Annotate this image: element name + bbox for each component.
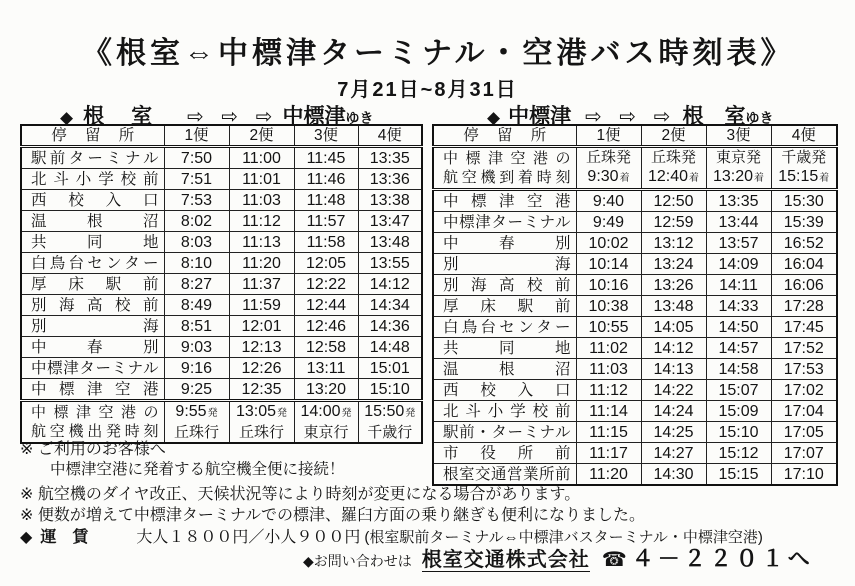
trip-4-time: 13:36: [358, 169, 422, 190]
trip-3-time: 11:58: [294, 232, 358, 253]
flight-cell-trip-2: [641, 147, 706, 190]
stop-name: 別 海: [433, 254, 576, 275]
timetable-row: [21, 379, 422, 401]
trip-2-time: 11:12: [229, 211, 294, 232]
stop-name: 西 校 入 口: [433, 380, 576, 401]
stop-name: 中 標 津 空 港: [21, 379, 164, 401]
trip-3-time: 14:33: [706, 296, 771, 317]
trip-2-time: 13:24: [641, 254, 706, 275]
column-header-trip-1: 1便: [576, 125, 641, 147]
flight-time-mark: 着: [819, 173, 830, 184]
trip-1-time: 8:03: [164, 232, 229, 253]
flight-time-mark: 発: [341, 408, 352, 419]
trip-2-time: 12:01: [229, 316, 294, 337]
trip-4-time: 15:30: [771, 190, 837, 212]
flight-time: 15:50: [364, 403, 405, 420]
trip-1-time: 11:15: [576, 422, 641, 443]
flight-time: 9:55: [175, 403, 207, 420]
flight-time-line: [359, 402, 422, 423]
service-period: 7月21日~8月31日: [337, 79, 518, 101]
trip-2-time: 14:27: [641, 443, 706, 464]
company-name: 根室交通株式会社: [421, 549, 590, 571]
stop-name: 駅前・ターミナル: [433, 422, 576, 443]
timetable-row: [21, 316, 422, 337]
trip-3-time: 11:45: [294, 147, 358, 169]
trip-2-time: 12:13: [229, 337, 294, 358]
timetable-row: [21, 337, 422, 358]
timetable-row: [433, 296, 837, 317]
trip-3-time: 12:58: [294, 337, 358, 358]
timetable-row: [433, 443, 837, 464]
stop-name: 別 海 高 校 前: [433, 275, 576, 296]
flight-time-line: [295, 402, 358, 423]
trip-1-time: 11:12: [576, 380, 641, 401]
column-header-trip-4: 4便: [771, 125, 837, 147]
stop-name: 駅前ターミナル: [21, 147, 164, 169]
stop-name: 西 校 入 口: [21, 190, 164, 211]
flight-arrival-row: [433, 147, 837, 190]
flight-cell-trip-4: [358, 401, 422, 444]
note-schedule-change: ※ 航空機のダイヤ改正、天候状況等により時刻が変更になる場合があります。: [20, 486, 581, 503]
stop-name: 北斗小学校前: [21, 169, 164, 190]
trip-1-time: 10:02: [576, 233, 641, 254]
note-transfer: ※ 便数が増えて中標津ターミナルでの標津、羅臼方面の乗り継ぎも便利になりました。: [20, 507, 646, 524]
trip-1-time: 11:02: [576, 338, 641, 359]
trip-4-time: 14:36: [358, 316, 422, 337]
flight-route: 丘珠発: [650, 149, 696, 166]
flight-time-mark: 発: [277, 408, 288, 419]
stop-name: 厚 床 駅 前: [21, 274, 164, 295]
trip-4-time: 13:38: [358, 190, 422, 211]
note-flight-connection: 中標津空港に発着する航空機全便に接続！: [50, 461, 345, 478]
direction-arrows: ⇨ ⇨ ⇨: [187, 106, 273, 128]
timetable-row: [21, 211, 422, 232]
stop-name: 中 春 別: [433, 233, 576, 254]
column-header-trip-3: 3便: [706, 125, 771, 147]
trip-2-time: 12:35: [229, 379, 294, 401]
flight-route: 丘珠発: [585, 149, 631, 166]
stop-name: 共 同 地: [21, 232, 164, 253]
trip-4-time: 14:48: [358, 337, 422, 358]
fare-marker: ◆: [20, 529, 33, 546]
timetable-title: 《根室⇔中標津ターミナル・空港バス時刻表》: [82, 37, 795, 70]
fare-line: [20, 528, 763, 548]
column-header-row: [21, 125, 422, 147]
stop-name: 共 同 地: [433, 338, 576, 359]
trip-4-time: 17:07: [771, 443, 837, 464]
flight-time-line: [165, 402, 229, 423]
trip-1-time: 8:49: [164, 295, 229, 316]
timetable-row: [21, 232, 422, 253]
direction-origin: 中標津: [508, 105, 572, 128]
trip-2-time: 11:01: [229, 169, 294, 190]
stop-name: 根室交通営業所前: [433, 464, 576, 486]
trip-2-time: 14:24: [641, 401, 706, 422]
trip-4-time: 17:28: [771, 296, 837, 317]
trip-3-time: 15:15: [706, 464, 771, 486]
column-header-trip-3: 3便: [294, 125, 358, 147]
stop-name: 白鳥台センター: [433, 317, 576, 338]
trip-4-time: 16:06: [771, 275, 837, 296]
trip-2-time: 11:03: [229, 190, 294, 211]
flight-time: 13:20: [712, 168, 754, 185]
trip-3-time: 12:05: [294, 253, 358, 274]
column-header-row: [433, 125, 837, 147]
trip-1-time: 8:51: [164, 316, 229, 337]
trip-2-time: 14:30: [641, 464, 706, 486]
trip-3-time: 14:09: [706, 254, 771, 275]
flight-label-line: 航空機到着時刻: [443, 169, 571, 186]
trip-3-time: 13:35: [706, 190, 771, 212]
stop-name: 中 春 別: [21, 337, 164, 358]
trip-2-time: 14:13: [641, 359, 706, 380]
trip-1-time: 8:27: [164, 274, 229, 295]
flight-time-line: [577, 167, 641, 188]
trip-3-time: 15:09: [706, 401, 771, 422]
flight-cell-trip-2: [229, 401, 294, 444]
trip-3-time: 13:44: [706, 212, 771, 233]
stop-name: 白鳥台センター: [21, 253, 164, 274]
flight-cell-trip-4: [771, 147, 837, 190]
trip-1-time: 11:14: [576, 401, 641, 422]
inbound-direction-heading: [487, 100, 773, 126]
trip-4-time: 13:48: [358, 232, 422, 253]
timetable-row: [433, 401, 837, 422]
trip-4-time: 15:39: [771, 212, 837, 233]
trip-3-time: 13:57: [706, 233, 771, 254]
contact-line: [303, 546, 814, 574]
stop-name: 北斗小学校前: [433, 401, 576, 422]
trip-4-time: 17:10: [771, 464, 837, 486]
trip-2-time: 11:37: [229, 274, 294, 295]
flight-time-line: [707, 167, 771, 188]
stop-name: 別 海: [21, 316, 164, 337]
flight-route: 丘珠行: [173, 424, 219, 441]
timetable-row: [433, 380, 837, 401]
trip-3-time: 15:07: [706, 380, 771, 401]
trip-3-time: 13:20: [294, 379, 358, 401]
flight-cell-trip-1: [576, 147, 641, 190]
trip-3-time: 12:44: [294, 295, 358, 316]
trip-2-time: 11:20: [229, 253, 294, 274]
phone-number: ４－２２０１へ: [631, 546, 814, 571]
trip-3-time: 14:58: [706, 359, 771, 380]
stop-name: 温 根 沼: [21, 211, 164, 232]
flight-time: 9:30: [587, 168, 619, 185]
trip-4-time: 15:10: [358, 379, 422, 401]
trip-4-time: 17:45: [771, 317, 837, 338]
timetable-row: [21, 147, 422, 169]
trip-1-time: 7:53: [164, 190, 229, 211]
direction-destination: 根 室: [682, 105, 746, 128]
trip-4-time: 17:04: [771, 401, 837, 422]
fare-amount: 大人１８００円／小人９００円: [136, 529, 361, 546]
flight-cell-trip-3: [706, 147, 771, 190]
trip-3-time: 12:22: [294, 274, 358, 295]
trip-4-time: 17:05: [771, 422, 837, 443]
trip-1-time: 11:20: [576, 464, 641, 486]
flight-label-line: 航空機出発時刻: [31, 423, 159, 440]
flight-time-mark: 発: [207, 408, 218, 419]
trip-3-time: 11:46: [294, 169, 358, 190]
column-header-stop: 停 留 所: [433, 125, 576, 147]
trip-2-time: 14:22: [641, 380, 706, 401]
flight-row-label: [433, 147, 576, 190]
trip-1-time: 10:55: [576, 317, 641, 338]
flight-time-line: [230, 402, 294, 423]
flight-time-line: [642, 167, 706, 188]
column-header-stop: 停 留 所: [21, 125, 164, 147]
flight-time-line: [772, 167, 837, 188]
trip-1-time: 9:40: [576, 190, 641, 212]
timetable-row: [433, 212, 837, 233]
stop-name: 温 根 沼: [433, 359, 576, 380]
trip-1-time: 8:10: [164, 253, 229, 274]
direction-suffix: ゆき: [745, 110, 774, 126]
outbound-direction-heading: [60, 100, 373, 126]
telephone-icon: ☎: [601, 549, 627, 571]
stop-name: 中 標 津 空 港: [433, 190, 576, 212]
trip-2-time: 14:25: [641, 422, 706, 443]
trip-2-time: 12:26: [229, 358, 294, 379]
trip-2-time: 13:12: [641, 233, 706, 254]
flight-time: 14:00: [300, 403, 341, 420]
trip-2-time: 13:26: [641, 275, 706, 296]
flight-cell-trip-1: [164, 401, 229, 444]
trip-1-time: 10:16: [576, 275, 641, 296]
trip-2-time: 11:59: [229, 295, 294, 316]
flight-route: 丘珠行: [238, 424, 284, 441]
flight-cell-trip-3: [294, 401, 358, 444]
trip-4-time: 16:52: [771, 233, 837, 254]
contact-lead: ◆お問い合わせは: [303, 553, 412, 569]
trip-3-time: 11:48: [294, 190, 358, 211]
trip-3-time: 14:57: [706, 338, 771, 359]
trip-3-time: 14:11: [706, 275, 771, 296]
trip-2-time: 12:50: [641, 190, 706, 212]
flight-time: 15:15: [778, 168, 819, 185]
timetable-row: [433, 338, 837, 359]
trip-3-time: 11:57: [294, 211, 358, 232]
column-header-trip-1: 1便: [164, 125, 229, 147]
flight-route: 千歳行: [367, 424, 413, 441]
timetable-row: [21, 190, 422, 211]
inbound-timetable: [432, 124, 838, 486]
flight-label-line: 中標津空港の: [31, 404, 159, 421]
column-header-trip-2: 2便: [229, 125, 294, 147]
trip-4-time: 14:34: [358, 295, 422, 316]
flight-route: 千歳発: [781, 149, 827, 166]
trip-2-time: 14:05: [641, 317, 706, 338]
fare-label: 運 賃: [40, 529, 89, 546]
timetable-row: [21, 274, 422, 295]
trip-4-time: 14:12: [358, 274, 422, 295]
trip-4-time: 17:52: [771, 338, 837, 359]
trip-4-time: 13:35: [358, 147, 422, 169]
trip-3-time: 12:46: [294, 316, 358, 337]
stop-name: 市 役 所 前: [433, 443, 576, 464]
flight-departure-row: [21, 401, 422, 444]
flight-row-label: [21, 401, 164, 444]
trip-1-time: 7:51: [164, 169, 229, 190]
trip-1-time: 9:49: [576, 212, 641, 233]
direction-marker: ◆: [60, 108, 74, 127]
trip-3-time: 15:12: [706, 443, 771, 464]
note-customer-heading: ※ ご利用のお客様へ: [20, 441, 166, 458]
trip-1-time: 9:16: [164, 358, 229, 379]
trip-1-time: 10:38: [576, 296, 641, 317]
trip-1-time: 8:02: [164, 211, 229, 232]
timetable-row: [21, 295, 422, 316]
trip-4-time: 15:01: [358, 358, 422, 379]
direction-marker: ◆: [487, 108, 501, 127]
trip-4-time: 17:02: [771, 380, 837, 401]
flight-time: 13:05: [235, 403, 277, 420]
timetable-row: [21, 358, 422, 379]
fare-route: (根室駅前ターミナル⇔中標津バスターミナル・中標津空港): [364, 529, 763, 546]
trip-2-time: 11:13: [229, 232, 294, 253]
timetable-row: [433, 254, 837, 275]
timetable-row: [433, 233, 837, 254]
trip-2-time: 12:59: [641, 212, 706, 233]
timetable-row: [433, 464, 837, 486]
timetable-row: [433, 422, 837, 443]
flight-time-mark: 着: [689, 173, 700, 184]
trip-3-time: 13:11: [294, 358, 358, 379]
trip-1-time: 7:50: [164, 147, 229, 169]
timetable-row: [433, 275, 837, 296]
trip-3-time: 14:50: [706, 317, 771, 338]
trip-2-time: 11:00: [229, 147, 294, 169]
flight-route: 東京行: [303, 424, 349, 441]
stop-name: 中標津ターミナル: [433, 212, 576, 233]
column-header-trip-4: 4便: [358, 125, 422, 147]
timetable-row: [433, 359, 837, 380]
stop-name: 中標津ターミナル: [21, 358, 164, 379]
trip-4-time: 13:47: [358, 211, 422, 232]
trip-1-time: 9:03: [164, 337, 229, 358]
trip-1-time: 11:17: [576, 443, 641, 464]
flight-time-mark: 発: [405, 408, 416, 419]
timetable-row: [21, 169, 422, 190]
trip-1-time: 9:25: [164, 379, 229, 401]
direction-arrows: ⇨ ⇨ ⇨: [585, 106, 671, 128]
timetable-row: [433, 317, 837, 338]
flight-label-line: 中標津空港の: [443, 150, 571, 167]
trip-2-time: 13:48: [641, 296, 706, 317]
stop-name: 別 海 高 校 前: [21, 295, 164, 316]
flight-time: 12:40: [647, 168, 689, 185]
timetable-row: [433, 190, 837, 212]
trip-1-time: 11:03: [576, 359, 641, 380]
flight-time-mark: 着: [754, 173, 765, 184]
trip-4-time: 17:53: [771, 359, 837, 380]
trip-4-time: 13:55: [358, 253, 422, 274]
trip-4-time: 16:04: [771, 254, 837, 275]
column-header-trip-2: 2便: [641, 125, 706, 147]
outbound-timetable: [20, 124, 423, 444]
timetable-row: [21, 253, 422, 274]
direction-destination: 中標津: [282, 105, 346, 128]
direction-origin: 根 室: [83, 105, 156, 128]
stop-name: 厚 床 駅 前: [433, 296, 576, 317]
direction-suffix: ゆき: [345, 110, 374, 126]
flight-time-mark: 着: [619, 173, 630, 184]
trip-1-time: 10:14: [576, 254, 641, 275]
flight-route: 東京発: [715, 149, 761, 166]
trip-2-time: 14:12: [641, 338, 706, 359]
trip-3-time: 15:10: [706, 422, 771, 443]
